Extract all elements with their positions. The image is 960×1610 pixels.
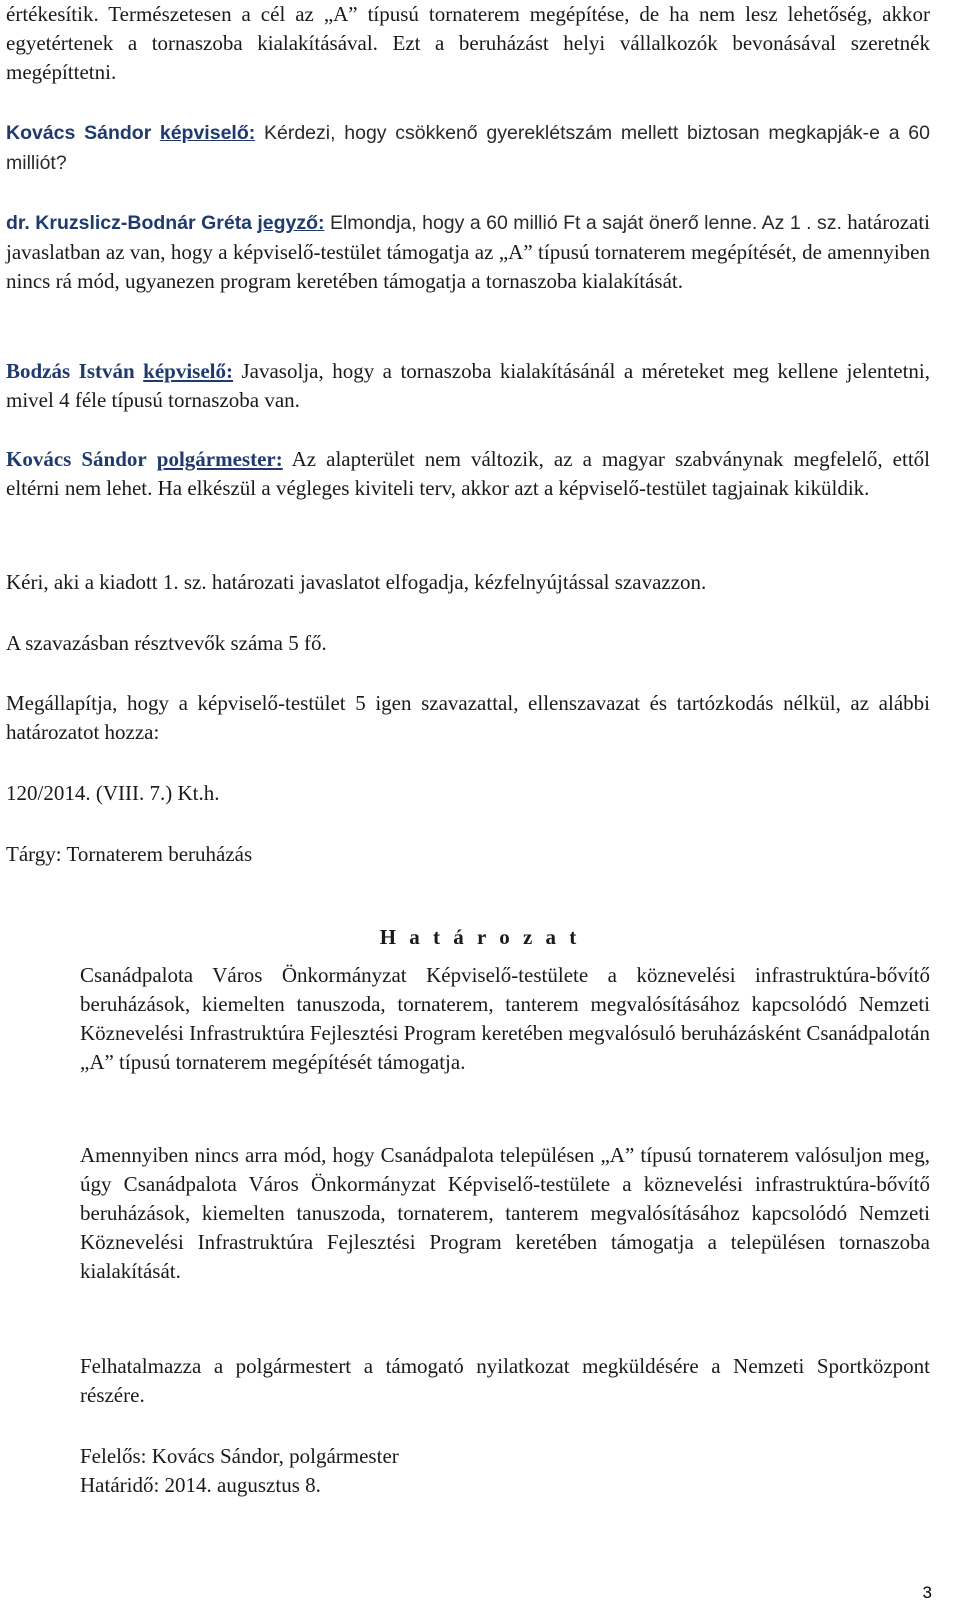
paragraph-speaker-kovacs-mayor — [6, 445, 930, 503]
paragraph-speaker-kovacs-question — [6, 118, 930, 178]
speaker-role: képviselő: — [159, 122, 256, 144]
paragraph-decision: Megállapítja, hogy a képviselő-testület 5 igen szavazattal, ellenszavazat és tartózkodás nélkül, az alábbi határozatot hozza: — [6, 691, 930, 744]
speaker-name: Kovács Sándor — [6, 447, 147, 471]
speaker-name: dr. Kruzslicz-Bodnár Gréta — [6, 212, 253, 234]
page-number: 3 — [922, 1583, 932, 1602]
speaker-text: Az alapterület nem változik, az a magyar szabványnak megfelelő, ettől eltérni nem lehet. Ha elkészül a végleges kiviteli terv, akkor azt a képviselő-testület tagjainak kiküldik. — [6, 447, 931, 500]
resolution-subject: Tárgy: Tornaterem beruházás — [6, 842, 253, 866]
speaker-role: jegyző: — [257, 212, 325, 234]
speaker-text: határozati javaslatban az van, hogy a képviselő-testület támogatja az „A” típusú tornaterem megépítését, de amennyiben nincs rá mód, ugyanezen program keretében támogatja a tornaszoba kialakítását. — [6, 210, 931, 293]
paragraph-speaker-jegyzo — [6, 208, 930, 296]
resolution-paragraph-3: Felhatalmazza a polgármestert a támogató nyilatkozat megküldésére a Nemzeti Sportközpont részére. — [80, 1354, 930, 1407]
speaker-text: Kérdezi, hogy csökkenő gyereklétszám mellett biztosan megkapják-e a 60 milliót? — [6, 122, 930, 174]
paragraph-vote-request: Kéri, aki a kiadott 1. sz. határozati javaslatot elfogadja, kézfelnyújtással szavazzon. — [6, 570, 707, 594]
resolution-paragraph-1: Csanádpalota Város Önkormányzat Képviselő-testülete a köznevelési infrastruktúra-bővítő beruházások, kiemelten tanuszoda, tornaterem, tanterem megvalósításához kapcsolódó Nemzeti Köznevelési Infrastruktúra Fejlesztési Program keretében megvalósuló beruházásként Csanádpalotán „A” típusú tornaterem megépítését támogatja. — [80, 963, 930, 1074]
speaker-text-sans: Elmondja, hogy a 60 millió Ft a saját önerő lenne. Az 1 . sz. — [324, 212, 842, 234]
resolution-number: 120/2014. (VIII. 7.) Kt.h. — [6, 781, 220, 805]
speaker-name: Kovács Sándor — [6, 122, 152, 144]
paragraph-participants: A szavazásban résztvevők száma 5 fő. — [6, 631, 327, 655]
resolution-paragraph-2: Amennyiben nincs arra mód, hogy Csanádpalota településen „A” típusú tornaterem valósuljon meg, úgy Csanádpalota Város Önkormányzat Képviselő-testülete a köznevelési infrastruktúra-bővítő beruházások, kiemelten tanuszoda, tornaterem, tanterem megvalósításához kapcsolódó Nemzeti Köznevelési Infrastruktúra Fejlesztési Program keretében támogatja a településen tornaszoba kialakítását. — [80, 1143, 930, 1283]
speaker-text: Javasolja, hogy a tornaszoba kialakításánál a méreteket meg kellene jelentetni, mivel 4 féle típusú tornaszoba van. — [6, 359, 931, 412]
speaker-role: képviselő: — [143, 359, 234, 383]
speaker-role: polgármester: — [156, 447, 283, 471]
speaker-name: Bodzás István — [6, 359, 135, 383]
resolution-responsible: Felelős: Kovács Sándor, polgármester — [80, 1444, 399, 1468]
paragraph-intro: értékesítik. Természetesen a cél az „A” típusú tornaterem megépítése, de ha nem lesz lehetőség, akkor egyetértenek a tornaszoba kialakításával. Ezt a beruházást helyi vállalkozók bevonásával szeretnék megépíttetni. — [6, 2, 930, 84]
resolution-heading: H a t á r o z a t — [379, 925, 581, 949]
paragraph-speaker-bodzas — [6, 357, 930, 415]
resolution-deadline: Határidő: 2014. augusztus 8. — [80, 1473, 321, 1497]
